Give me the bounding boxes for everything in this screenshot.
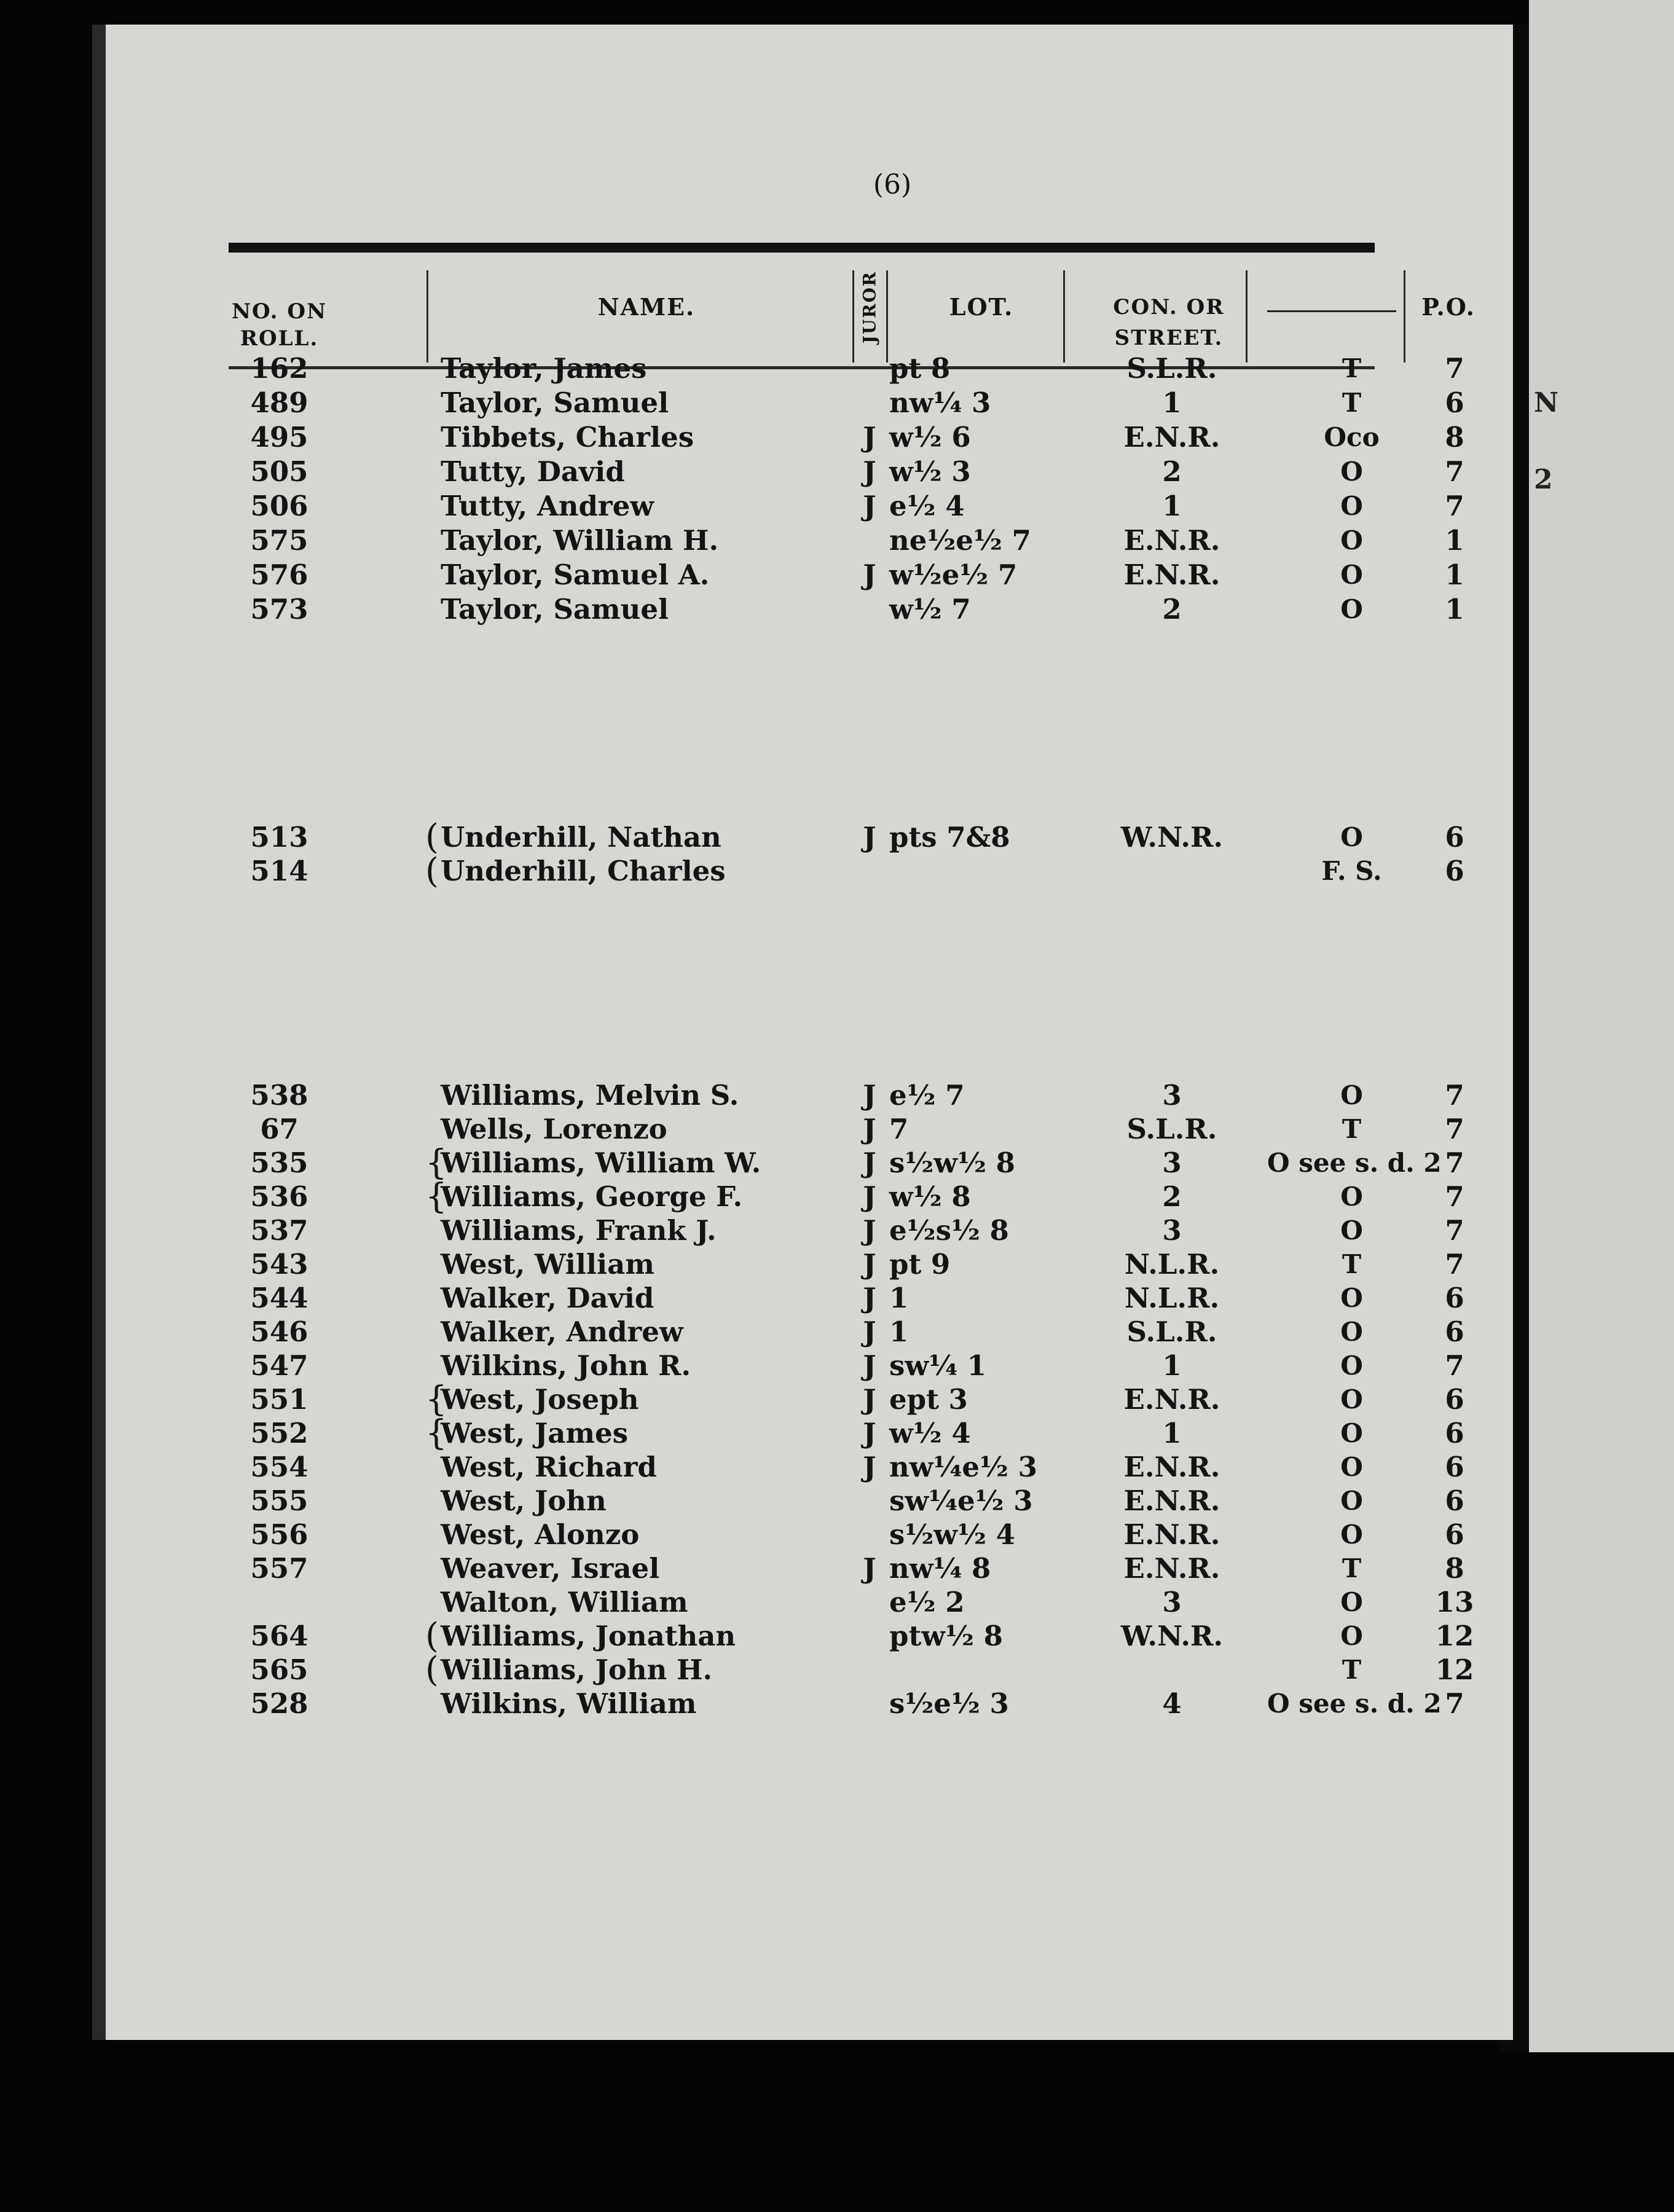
- bracket-mark: {: [425, 1143, 447, 1183]
- person-name: West, Richard: [441, 1451, 657, 1483]
- juror-mark: J: [863, 1147, 876, 1179]
- status-code: F. S.: [1321, 856, 1382, 886]
- lot-value: w½ 7: [889, 593, 971, 626]
- person-name: Tutty, David: [441, 455, 625, 488]
- lot-value: ne½e½ 7: [889, 524, 1031, 557]
- table-row: [229, 817, 1464, 857]
- post-office-value: 6: [1445, 1484, 1464, 1517]
- lot-value: w½e½ 7: [889, 559, 1018, 591]
- status-code: O: [1340, 1351, 1363, 1381]
- post-office-value: 7: [1445, 1079, 1464, 1112]
- status-code: O: [1340, 822, 1363, 852]
- concession-value: 2: [1162, 593, 1182, 626]
- post-office-value: 7: [1445, 1147, 1464, 1179]
- table-row: [229, 489, 1464, 523]
- roll-number: 556: [250, 1518, 308, 1551]
- concession-value: 4: [1162, 1687, 1182, 1720]
- person-name: Wilkins, John R.: [441, 1349, 691, 1382]
- juror-mark: J: [863, 455, 876, 488]
- post-office-value: 1: [1445, 559, 1464, 591]
- bracket-mark: {: [425, 1379, 447, 1419]
- status-code: O: [1340, 1452, 1363, 1482]
- adjacent-page: [1529, 0, 1674, 2052]
- roll-number: 555: [250, 1484, 308, 1517]
- juror-mark: J: [863, 1316, 876, 1348]
- lot-value: ept 3: [889, 1383, 968, 1416]
- lot-value: pts 7&8: [889, 821, 1010, 853]
- concession-value: E.N.R.: [1123, 1552, 1220, 1585]
- roll-number: 505: [250, 455, 308, 488]
- lot-value: sw¼ 1: [889, 1349, 986, 1382]
- status-code: T: [1342, 1655, 1362, 1685]
- post-office-value: 13: [1435, 1586, 1474, 1618]
- column-divider: [1063, 270, 1065, 363]
- lot-value: s½e½ 3: [889, 1687, 1009, 1720]
- lot-value: ptw½ 8: [889, 1620, 1003, 1652]
- lot-value: e½ 2: [889, 1586, 965, 1618]
- concession-value: 1: [1162, 490, 1182, 522]
- juror-mark: J: [863, 1180, 876, 1213]
- table-row: [229, 1413, 1464, 1453]
- roll-number: 538: [250, 1079, 308, 1112]
- post-office-value: 7: [1445, 352, 1464, 385]
- roll-number: 554: [250, 1451, 308, 1483]
- person-name: Williams, Melvin S.: [441, 1079, 739, 1112]
- roll-number: 544: [250, 1282, 308, 1314]
- person-name: Williams, George F.: [441, 1180, 743, 1213]
- concession-value: E.N.R.: [1123, 421, 1220, 453]
- post-office-value: 1: [1445, 593, 1464, 626]
- status-code: O: [1340, 1317, 1363, 1347]
- lot-value: w½ 8: [889, 1180, 971, 1213]
- person-name: Wilkins, William: [441, 1687, 697, 1720]
- status-code: O: [1340, 1182, 1363, 1212]
- status-code: O see s. d. 2: [1267, 1688, 1442, 1719]
- status-code: T: [1342, 353, 1362, 383]
- concession-value: S.L.R.: [1126, 1113, 1217, 1145]
- roll-number: 514: [250, 855, 308, 887]
- lot-value: 7: [889, 1113, 909, 1145]
- post-office-value: 7: [1445, 1248, 1464, 1281]
- person-name: Underhill, Charles: [441, 855, 726, 887]
- status-code: O: [1340, 1080, 1363, 1110]
- table-row: [229, 1349, 1464, 1382]
- table-row: [229, 1518, 1464, 1551]
- post-office-value: 7: [1445, 1687, 1464, 1720]
- roll-number: 552: [250, 1417, 308, 1449]
- status-code: Oco: [1324, 422, 1380, 452]
- post-office-value: 7: [1445, 1214, 1464, 1247]
- header-roll-line2: ROLL.: [240, 326, 319, 351]
- juror-mark: J: [863, 1282, 876, 1314]
- table-row: [229, 1281, 1464, 1315]
- bracket-mark: {: [425, 1413, 447, 1453]
- lot-value: s½w½ 8: [889, 1147, 1015, 1179]
- status-code: O: [1340, 1486, 1363, 1516]
- roll-number: 67: [260, 1113, 299, 1145]
- person-name: West, William: [441, 1248, 654, 1281]
- person-name: Underhill, Nathan: [441, 821, 721, 853]
- post-office-value: 12: [1435, 1653, 1474, 1686]
- table-row: [229, 1177, 1464, 1217]
- table-row: [229, 1551, 1464, 1585]
- status-code: T: [1342, 1249, 1362, 1279]
- table-row: [229, 1687, 1464, 1720]
- concession-value: 3: [1162, 1586, 1182, 1618]
- post-office-value: 6: [1445, 1316, 1464, 1348]
- roll-number: 564: [250, 1620, 308, 1652]
- person-name: Taylor, Samuel: [441, 386, 669, 419]
- juror-mark: J: [863, 1214, 876, 1247]
- juror-mark: J: [863, 1248, 876, 1281]
- header-con-line1: CON. OR: [1113, 295, 1225, 320]
- person-name: Taylor, Samuel: [441, 593, 669, 626]
- person-name: Taylor, Samuel A.: [441, 559, 710, 591]
- concession-value: E.N.R.: [1123, 524, 1220, 557]
- person-name: Williams, Jonathan: [441, 1620, 736, 1652]
- page-number: (6): [873, 169, 912, 200]
- roll-number: 513: [250, 821, 308, 853]
- adjacent-page-fragment: 2: [1534, 464, 1553, 495]
- concession-value: 3: [1162, 1079, 1182, 1112]
- person-name: Walton, William: [441, 1586, 688, 1618]
- concession-value: S.L.R.: [1126, 352, 1217, 385]
- status-code: O: [1340, 560, 1363, 590]
- roll-number: 557: [250, 1552, 308, 1585]
- person-name: Taylor, James: [441, 352, 647, 385]
- person-name: Williams, William W.: [441, 1147, 761, 1179]
- lot-value: 1: [889, 1282, 909, 1314]
- column-divider: [426, 270, 428, 363]
- status-code: O: [1340, 1587, 1363, 1617]
- roll-number: 575: [250, 524, 308, 557]
- post-office-value: 8: [1445, 421, 1464, 453]
- person-name: Tibbets, Charles: [441, 421, 694, 453]
- concession-value: 1: [1162, 1349, 1182, 1382]
- status-code: T: [1342, 388, 1362, 418]
- status-code: O: [1340, 594, 1363, 624]
- header-blank-dash: [1267, 310, 1396, 312]
- lot-value: 1: [889, 1316, 909, 1348]
- roll-number: 547: [250, 1349, 308, 1382]
- table-row: [229, 1616, 1474, 1656]
- table-row: [229, 1379, 1464, 1419]
- roll-number: 551: [250, 1383, 308, 1416]
- status-code: O: [1340, 457, 1363, 487]
- juror-mark: J: [863, 1552, 876, 1585]
- roll-number: 495: [250, 421, 308, 453]
- concession-value: 1: [1162, 1417, 1182, 1449]
- lot-value: pt 8: [889, 352, 951, 385]
- juror-mark: J: [863, 1383, 876, 1416]
- status-code: O: [1340, 1520, 1363, 1550]
- post-office-value: 6: [1445, 855, 1464, 887]
- lot-value: nw¼e½ 3: [889, 1451, 1037, 1483]
- person-name: Williams, John H.: [441, 1653, 713, 1686]
- concession-value: S.L.R.: [1126, 1316, 1217, 1348]
- adjacent-page-fragment: N: [1534, 387, 1559, 418]
- concession-value: 3: [1162, 1147, 1182, 1179]
- concession-value: W.N.R.: [1120, 1620, 1224, 1652]
- juror-mark: J: [863, 821, 876, 853]
- person-name: West, James: [441, 1417, 628, 1449]
- post-office-value: 7: [1445, 1180, 1464, 1213]
- table-row: [229, 1450, 1464, 1484]
- post-office-value: 6: [1445, 1282, 1464, 1314]
- lot-value: e½s½ 8: [889, 1214, 1009, 1247]
- status-code: O: [1340, 525, 1363, 555]
- post-office-value: 6: [1445, 386, 1464, 419]
- roll-number: 162: [250, 352, 308, 385]
- concession-value: 3: [1162, 1214, 1182, 1247]
- post-office-value: 6: [1445, 821, 1464, 853]
- concession-value: W.N.R.: [1120, 821, 1224, 853]
- lot-value: w½ 3: [889, 455, 971, 488]
- table-row: [229, 455, 1464, 488]
- juror-mark: J: [863, 1113, 876, 1145]
- table-row: [229, 592, 1464, 626]
- post-office-value: 6: [1445, 1451, 1464, 1483]
- table-row: [229, 1585, 1474, 1619]
- post-office-value: 6: [1445, 1518, 1464, 1551]
- table-row: [229, 1484, 1464, 1518]
- post-office-value: 1: [1445, 524, 1464, 557]
- post-office-value: 7: [1445, 455, 1464, 488]
- post-office-value: 12: [1435, 1620, 1474, 1652]
- lot-value: w½ 6: [889, 421, 971, 453]
- roll-number: 489: [250, 386, 308, 419]
- header-lot: LOT.: [949, 293, 1014, 321]
- table-row: [229, 524, 1464, 557]
- person-name: Walker, David: [441, 1282, 654, 1314]
- person-name: West, Joseph: [441, 1383, 639, 1416]
- header-roll-line1: NO. ON: [231, 299, 328, 324]
- table-row: [229, 386, 1464, 420]
- juror-mark: J: [863, 490, 876, 522]
- person-name: Taylor, William H.: [441, 524, 719, 557]
- bracket-mark: (: [425, 851, 439, 891]
- juror-mark: J: [863, 1451, 876, 1483]
- concession-value: E.N.R.: [1123, 1518, 1220, 1551]
- header-roll: [229, 298, 330, 352]
- column-divider: [1246, 270, 1248, 363]
- concession-value: 2: [1162, 1180, 1182, 1213]
- lot-value: s½w½ 4: [889, 1518, 1015, 1551]
- status-code: O: [1340, 1384, 1363, 1414]
- status-code: O: [1340, 491, 1363, 521]
- post-office-value: 6: [1445, 1383, 1464, 1416]
- table-row: [229, 1143, 1464, 1183]
- table-row: [229, 420, 1464, 454]
- table-row: [229, 1247, 1464, 1281]
- header-con: [1077, 292, 1261, 353]
- person-name: Wells, Lorenzo: [441, 1113, 667, 1145]
- concession-value: E.N.R.: [1123, 1383, 1220, 1416]
- status-code: T: [1342, 1114, 1362, 1144]
- bracket-mark: (: [425, 817, 439, 857]
- roll-number: 543: [250, 1248, 308, 1281]
- header-po: P.O.: [1421, 293, 1476, 321]
- bracket-mark: (: [425, 1616, 439, 1656]
- bracket-mark: {: [425, 1177, 447, 1217]
- roll-number: 546: [250, 1316, 308, 1348]
- bracket-mark: (: [425, 1650, 439, 1690]
- table-row: [229, 1112, 1464, 1146]
- status-code: O: [1340, 1418, 1363, 1448]
- person-name: West, Alonzo: [441, 1518, 640, 1551]
- status-code: O see s. d. 2: [1267, 1148, 1442, 1178]
- table-row: [229, 351, 1464, 385]
- status-code: O: [1340, 1283, 1363, 1313]
- roll-number: 573: [250, 593, 308, 626]
- roll-number: 506: [250, 490, 308, 522]
- concession-value: E.N.R.: [1123, 559, 1220, 591]
- juror-mark: J: [863, 1417, 876, 1449]
- roll-number: 536: [250, 1180, 308, 1213]
- table-row: [229, 1315, 1464, 1349]
- post-office-value: 7: [1445, 490, 1464, 522]
- person-name: Weaver, Israel: [441, 1552, 660, 1585]
- person-name: West, John: [441, 1484, 607, 1517]
- table-row: [229, 1078, 1464, 1112]
- post-office-value: 8: [1445, 1552, 1464, 1585]
- document-page: [92, 25, 1513, 2040]
- table-row: [229, 851, 1464, 891]
- status-code: O: [1340, 1621, 1363, 1651]
- column-divider: [886, 270, 888, 363]
- person-name: Williams, Frank J.: [441, 1214, 717, 1247]
- lot-value: e½ 7: [889, 1079, 965, 1112]
- lot-value: w½ 4: [889, 1417, 971, 1449]
- table-row: [229, 1650, 1474, 1690]
- status-code: O: [1340, 1215, 1363, 1245]
- post-office-value: 7: [1445, 1349, 1464, 1382]
- person-name: Walker, Andrew: [441, 1316, 683, 1348]
- concession-value: N.L.R.: [1124, 1248, 1220, 1281]
- lot-value: nw¼ 3: [889, 386, 991, 419]
- top-rule: [229, 243, 1375, 253]
- juror-mark: J: [863, 1079, 876, 1112]
- person-name: Tutty, Andrew: [441, 490, 654, 522]
- concession-value: E.N.R.: [1123, 1484, 1220, 1517]
- lot-value: pt 9: [889, 1248, 951, 1281]
- roll-number: 565: [250, 1653, 308, 1686]
- header-juror-label: JUROR: [859, 270, 880, 344]
- table-row: [229, 558, 1464, 592]
- juror-mark: J: [863, 421, 876, 453]
- concession-value: 1: [1162, 386, 1182, 419]
- roll-number: 535: [250, 1147, 308, 1179]
- table-row: [229, 1214, 1464, 1247]
- juror-mark: J: [863, 1349, 876, 1382]
- concession-value: N.L.R.: [1124, 1282, 1220, 1314]
- roll-number: 537: [250, 1214, 308, 1247]
- status-code: T: [1342, 1553, 1362, 1583]
- post-office-value: 6: [1445, 1417, 1464, 1449]
- roll-number: 528: [250, 1687, 308, 1720]
- lot-value: sw¼e½ 3: [889, 1484, 1033, 1517]
- juror-mark: J: [863, 559, 876, 591]
- roll-number: 576: [250, 559, 308, 591]
- header-con-line2: STREET.: [1114, 326, 1224, 350]
- lot-value: nw¼ 8: [889, 1552, 991, 1585]
- concession-value: 2: [1162, 455, 1182, 488]
- concession-value: E.N.R.: [1123, 1451, 1220, 1483]
- header-name: NAME.: [597, 293, 696, 321]
- header-juror: [854, 261, 885, 353]
- lot-value: e½ 4: [889, 490, 965, 522]
- post-office-value: 7: [1445, 1113, 1464, 1145]
